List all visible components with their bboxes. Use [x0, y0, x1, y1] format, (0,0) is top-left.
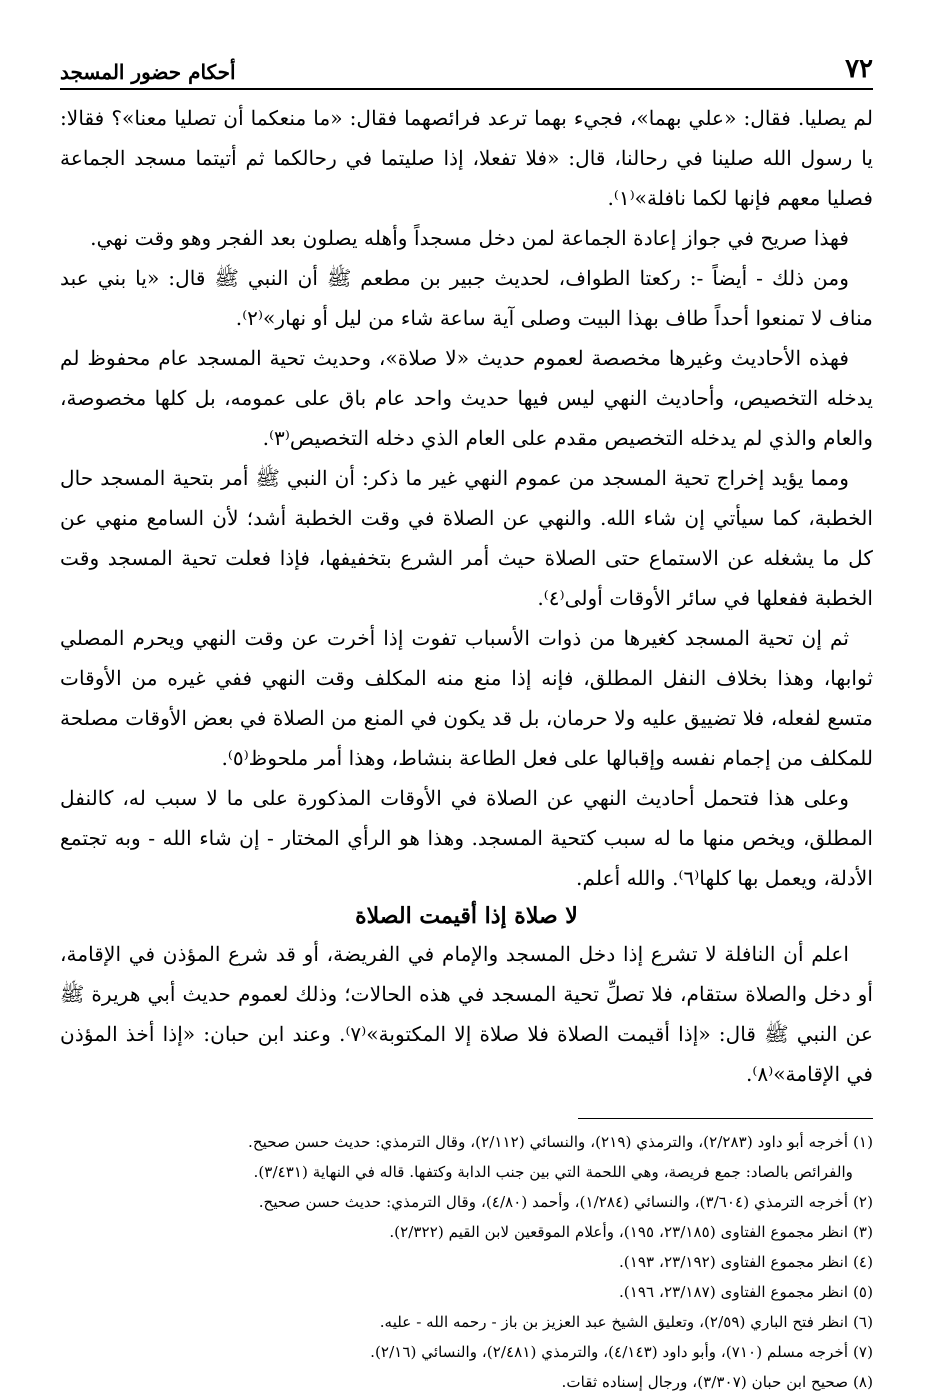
footnotes	[60, 1127, 873, 1397]
book-page	[60, 40, 873, 1391]
paragraph-7: وعلى هذا فتحمل أحاديث النهي عن الصلاة في الأوقات المذكورة على ما لا سبب له، كالنفل المطلق، ويخص منها ما له سبب كتحية المسجد. وهذا هو الرأي المختار - إن شاء الله - وبه تجتمع الأدلة، ويعمل بها كلها⁽٦⁾. والله أعلم.	[60, 786, 873, 890]
footnote-6: (٦) انظر فتح الباري (٢/٥٩)، وتعليق الشيخ عبد العزيز بن باز - رحمه الله - عليه.	[379, 1313, 873, 1331]
header-title: أحكام حضور المسجد	[60, 60, 236, 84]
footnote-8: (٨) صحيح ابن حبان (٣/٣٠٧)، ورجال إسناده ثقات.	[561, 1373, 873, 1391]
paragraph-5: ومما يؤيد إخراج تحية المسجد من عموم النهي غير ما ذكر: أن النبي ﷺ أمر بتحية المسجد حال الخطبة، كما سيأتي إن شاء الله. والنهي عن الصلاة في وقت الخطبة أشد؛ لأن السامع منهي عن كل ما يشغله عن الاستماع حتى الصلاة حيث أمر الشرع بتخفيفها، فإذا فعلت تحية المسجد وقت الخطبة ففعلها في سائر الأوقات أولى⁽٤⁾.	[60, 466, 873, 610]
page-number: ٧٢	[845, 54, 873, 84]
footnote-5: (٥) انظر مجموع الفتاوى (٢٣/١٨٧، ١٩٦).	[618, 1283, 873, 1301]
paragraph-3: ومن ذلك - أيضاً -: ركعتا الطواف، لحديث جبير بن مطعم ﷺ أن النبي ﷺ قال: «يا بني عبد مناف لا تمنعوا أحداً طاف بهذا البيت وصلى آية ساعة شاء من ليل أو نهار»⁽٢⁾.	[60, 266, 873, 330]
paragraph-4: فهذه الأحاديث وغيرها مخصصة لعموم حديث «لا صلاة»، وحديث تحية المسجد عام محفوظ لم يدخله التخصيص، وأحاديث النهي ليس فيها حديث واحد عام باق على عمومه، بل كلها مخصوصة، والعام والذي لم يدخله التخصيص مقدم على العام الذي دخله التخصيص⁽٣⁾.	[60, 346, 873, 450]
footnote-divider	[578, 1118, 873, 1119]
paragraph-6: ثم إن تحية المسجد كغيرها من ذوات الأسباب تفوت إذا أخرت عن وقت النهي ويحرم المصلي ثوابها، وهذا بخلاف النفل المطلق، فإنه إذا منع منه المكلف وقت النهي ففي غيره من الأوقات متسع لفعله، فلا تضييق عليه ولا حرمان، بل قد يكون في المنع من الصلاة في بعض الأوقات مصلحة للمكلف من إجمام نفسه وإقبالها على فعل الطاعة بنشاط، وهذا أمر ملحوظ⁽٥⁾.	[60, 626, 873, 770]
footnote-1: (١) أخرجه أبو داود (٢/٢٨٣)، والترمذي (٢١٩)، والنسائي (٢/١١٢)، وقال الترمذي: حديث حسن صحيح.	[248, 1133, 873, 1151]
footnote-1-continuation: والفرائص بالصاد: جمع فريصة، وهي اللحمة التي بين جنب الدابة وكتفها. قاله في النهاية (٣/٤٣١).	[253, 1163, 853, 1181]
body-text	[60, 98, 873, 1094]
section-heading: لا صلاة إذا أقيمت الصلاة	[355, 903, 578, 929]
paragraph-8: اعلم أن النافلة لا تشرع إذا دخل المسجد والإمام في الفريضة، أو قد شرع المؤذن في الإقامة، أو دخل والصلاة ستقام، فلا تصلِّ تحية المسجد في هذه الحالات؛ وذلك لعموم حديث أبي هريرة ﷺ عن النبي ﷺ قال: «إذا أقيمت الصلاة فلا صلاة إلا المكتوبة»⁽٧⁾. وعند ابن حبان: «إذا أخذ المؤذن في الإقامة»⁽٨⁾.	[60, 942, 873, 1086]
footnote-4: (٤) انظر مجموع الفتاوى (٢٣/١٩٢، ١٩٣).	[618, 1253, 873, 1271]
paragraph-1: لم يصليا. فقال: «علي بهما»، فجيء بهما ترعد فرائصهما فقال: «ما منعكما أن تصليا معنا»؟ فقالا: يا رسول الله صلينا في رحالنا، قال: «فلا تفعلا، إذا صليتما في رحالكما ثم أتيتما مسجد الجماعة فصليا معهم فإنها لكما نافلة»⁽١⁾.	[60, 106, 873, 210]
running-head	[60, 40, 873, 90]
footnote-2: (٢) أخرجه الترمذي (٣/٦٠٤)، والنسائي (١/٢٨٤)، وأحمد (٤/٨٠)، وقال الترمذي: حديث حسن صحيح.	[258, 1193, 873, 1211]
footnote-3: (٣) انظر مجموع الفتاوى (٢٣/١٨٥، ١٩٥)، وأعلام الموقعين لابن القيم (٢/٣٢٢).	[389, 1223, 873, 1241]
paragraph-2: فهذا صريح في جواز إعادة الجماعة لمن دخل مسجداً وأهله يصلون بعد الفجر وهو وقت نهي.	[90, 226, 849, 250]
footnote-7: (٧) أخرجه مسلم (٧١٠)، وأبو داود (٤/١٤٣)، والترمذي (٢/٤٨١)، والنسائي (٢/١٦).	[370, 1343, 873, 1361]
